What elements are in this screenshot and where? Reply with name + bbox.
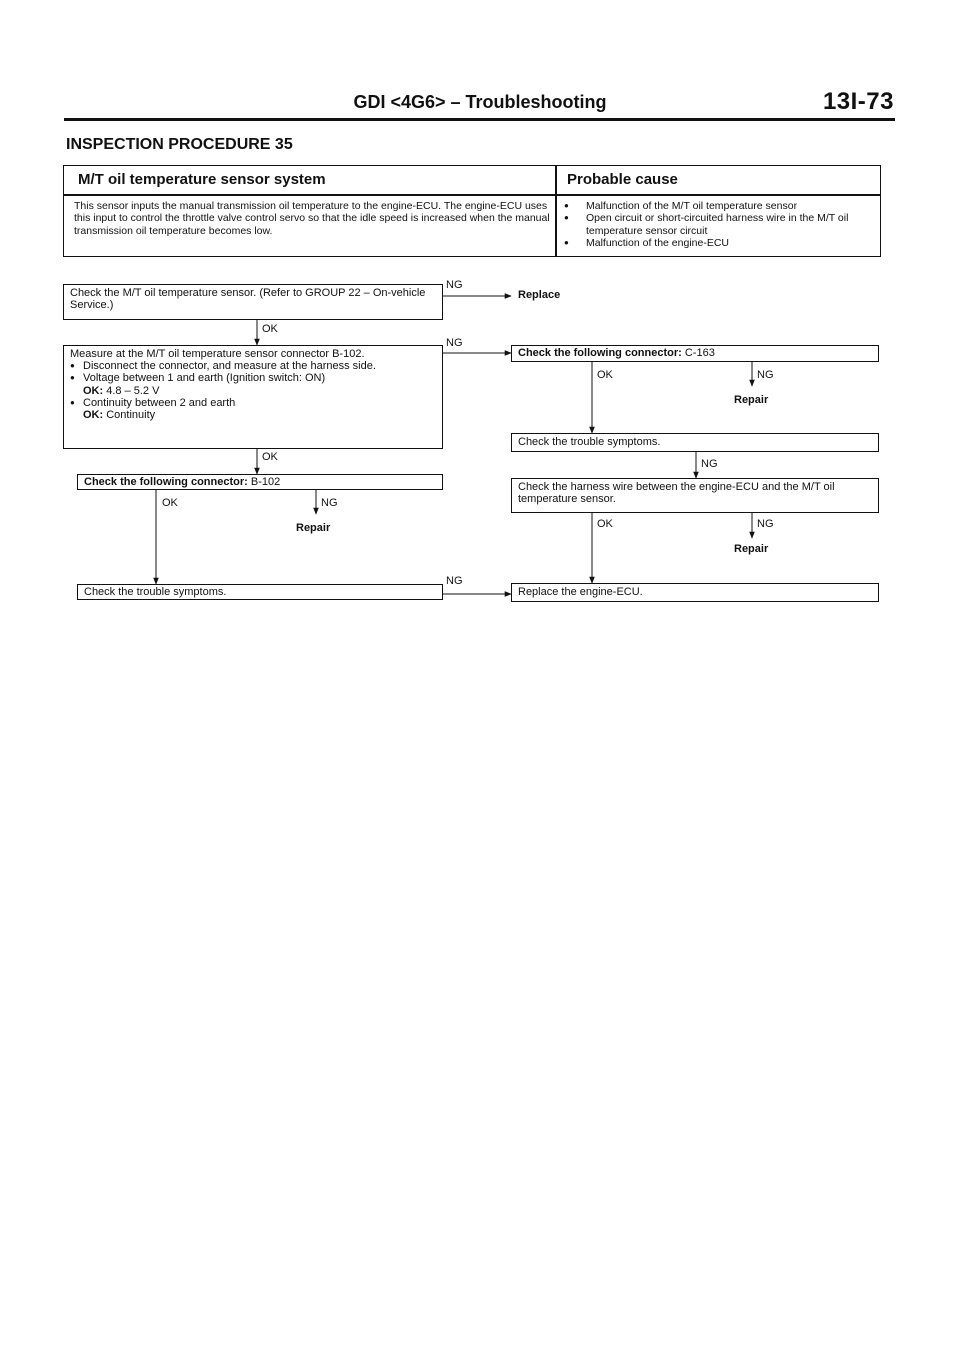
ng-label: NG xyxy=(701,458,718,470)
voltage-spec: 4.8 – 5.2 V xyxy=(106,384,160,397)
ok-spec-label: OK: xyxy=(83,409,104,422)
measure-title: Measure at the M/T oil temperature sensor connector B-102. xyxy=(70,348,365,360)
measure-item-text: Voltage between 1 and earth (Ignition switch: ON) xyxy=(83,372,326,385)
system-description: This sensor inputs the manual transmission oil temperature to the engine-ECU. The engine-ECU uses this input to control the throttle valve control servo so that the idle speed is increased when the manual transmission oil temperature becomes low. xyxy=(74,200,550,237)
result-replace: Replace xyxy=(518,289,561,301)
probable-cause-heading: Probable cause xyxy=(567,171,678,188)
section-title: INSPECTION PROCEDURE 35 xyxy=(66,136,293,153)
check-symptoms-text: Check the trouble symptoms. xyxy=(84,586,227,598)
step-measure-connector xyxy=(63,345,443,449)
ng-label: NG xyxy=(757,369,774,381)
page-number: 13I-73 xyxy=(822,88,894,115)
result-repair: Repair xyxy=(734,394,769,406)
page-header-title: GDI <4G6> – Troubleshooting xyxy=(353,92,607,112)
connector-check-label: Check the following connector: xyxy=(518,347,682,359)
probable-cause-item: ● Open circuit or short-circuited harness wire in the M/T oil temperature sensor circuit xyxy=(564,212,876,237)
check-harness-text: Check the harness wire between the engine-ECU and the M/T oil temperature sensor. xyxy=(518,481,835,506)
check-symptoms-text: Check the trouble symptoms. xyxy=(518,436,661,448)
ng-label: NG xyxy=(446,575,463,587)
step-check-harness xyxy=(511,478,879,513)
result-repair: Repair xyxy=(296,522,331,534)
result-repair: Repair xyxy=(734,543,769,555)
measure-item: ● Disconnect the connector, and measure at the harness side. xyxy=(70,360,436,372)
connector-check-label: Check the following connector: xyxy=(84,476,248,488)
step-replace-ecu xyxy=(511,583,879,602)
ng-label: NG xyxy=(446,279,463,291)
continuity-spec: Continuity xyxy=(106,409,156,422)
measure-list xyxy=(70,360,436,421)
connector-id: C-163 xyxy=(684,347,715,359)
step-check-sensor-text: Check the M/T oil temperature sensor. (Refer to GROUP 22 – On-vehicle Service.) xyxy=(70,287,426,312)
ok-label: OK xyxy=(262,451,278,463)
probable-cause-item: ● Malfunction of the M/T oil temperature sensor xyxy=(564,200,876,212)
step-check-connector-b102 xyxy=(77,474,443,490)
ok-label: OK xyxy=(597,369,613,381)
ok-label: OK xyxy=(162,497,178,509)
replace-ecu-text: Replace the engine-ECU. xyxy=(518,586,643,598)
ng-label: NG xyxy=(321,497,338,509)
step-check-connector-c163 xyxy=(511,345,879,362)
connector-id: B-102 xyxy=(250,476,281,488)
measure-item-text: Continuity between 2 and earth xyxy=(83,396,236,409)
ng-label: NG xyxy=(446,337,463,349)
measure-item xyxy=(70,372,436,396)
system-heading: M/T oil temperature sensor system xyxy=(78,171,326,188)
ok-label: OK xyxy=(262,323,278,335)
ng-label: NG xyxy=(757,518,774,530)
probable-cause-item: ● Malfunction of the engine-ECU xyxy=(564,237,876,249)
step-check-sensor xyxy=(63,284,443,320)
step-check-symptoms xyxy=(77,584,443,600)
ok-label: OK xyxy=(597,518,613,530)
step-check-symptoms-right xyxy=(511,433,879,452)
measure-item xyxy=(70,397,436,421)
ok-spec-label: OK: xyxy=(83,384,104,397)
